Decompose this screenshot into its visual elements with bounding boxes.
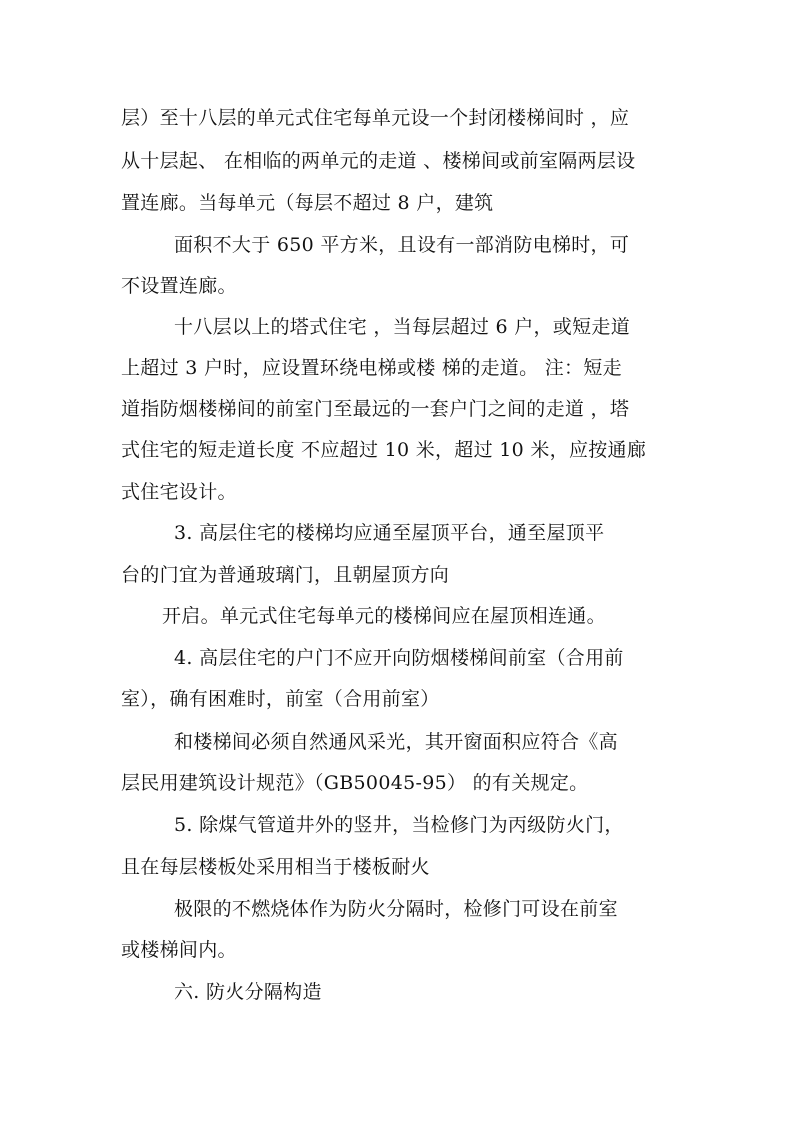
text-line-12: 台的门宜为普通玻璃门，且朝屋顶方向 <box>121 564 450 586</box>
text-line-6: 十八层以上的塔式住宅 ，当每层超过 6 户，或短走道 <box>174 316 631 338</box>
section-heading: 六. 防火分隔构造 <box>174 981 322 1003</box>
text-line-8: 道指防烟楼梯间的前室门至最远的一套户门之间的走道 ，塔 <box>121 398 630 420</box>
text-line-11: 3. 高层住宅的楼梯均应通至屋顶平台，通至屋顶平 <box>174 522 605 544</box>
text-line-4: 面积不大于 650 平方米，且设有一部消防电梯时，可 <box>174 234 630 256</box>
text-line-13: 开启。单元式住宅每单元的楼梯间应在屋顶相连通。 <box>162 605 606 627</box>
text-line-7: 上超过 3 户时，应设置环绕电梯或楼 梯的走道。 注：短走 <box>121 357 622 379</box>
text-line-18: 5. 除煤气管道井外的竖井，当检修门为丙级防火门， <box>174 814 624 836</box>
text-line-1: 层）至十八层的单元式住宅每单元设一个封闭楼梯间时 ，应 <box>121 107 630 129</box>
text-line-10: 式住宅设计。 <box>121 481 237 503</box>
text-line-9: 式住宅的短走道长度 不应超过 10 米，超过 10 米，应按通廊 <box>121 439 647 461</box>
text-line-16: 和楼梯间必须自然通风采光，其开窗面积应符合《高 <box>174 731 618 753</box>
text-line-17: 层民用建筑设计规范》（GB50045-95） 的有关规定。 <box>121 772 589 794</box>
text-line-5: 不设置连廊。 <box>121 275 237 297</box>
text-line-15: 室），确有困难时，前室（合用前室） <box>121 688 440 710</box>
text-line-19: 且在每层楼板处采用相当于楼板耐火 <box>121 856 430 878</box>
text-line-20: 极限的不燃烧体作为防火分隔时，检修门可设在前室 <box>174 898 618 920</box>
text-line-14: 4. 高层住宅的户门不应开向防烟楼梯间前室（合用前 <box>174 647 624 669</box>
text-line-21: 或楼梯间内。 <box>121 939 237 961</box>
text-line-3: 置连廊。当每单元（每层不超过 8 户，建筑 <box>121 192 494 214</box>
text-line-2: 从十层起、 在相临的两单元的走道 、楼梯间或前室隔两层设 <box>121 150 636 172</box>
